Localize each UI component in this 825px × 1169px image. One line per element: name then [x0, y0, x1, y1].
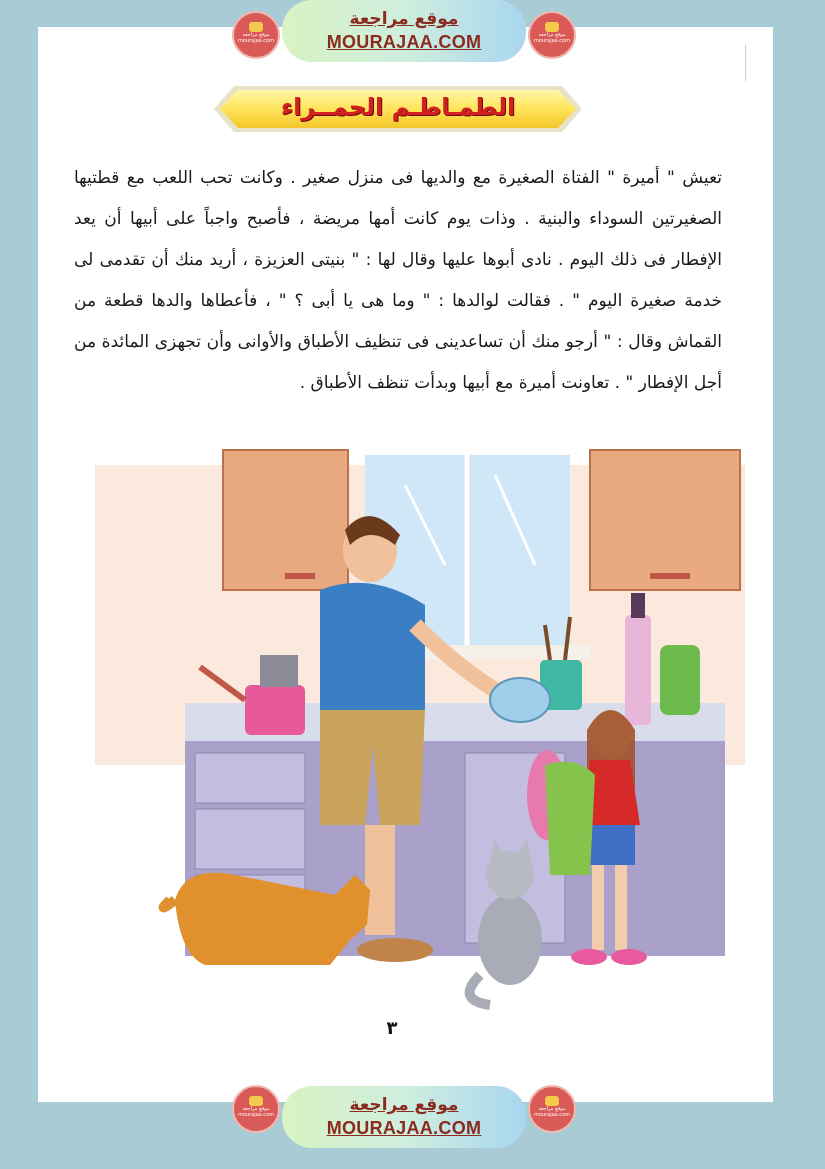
site-logo-badge-icon [528, 11, 576, 59]
logo-mark [545, 22, 559, 32]
story-paragraph: تعيش " أميرة " الفتاة الصغيرة مع والديها فى منزل صغير . وكانت تحب اللعب مع قطتيها الصغيرتين السوداء والبنية . وذات يوم كانت أمها مريضة ، فأصبح واجباً على أبيها أن يعد الإفطار فى ذلك اليوم . نادى أبوها عليها وقال لها : " بنيتى العزيزة ، أريد منك أن تقدمى لى خدمة صغيرة اليوم " . فقالت لوالدها : " وما هى يا أبى ؟ " ، فأعطاها والدها قطعة من القماش وقال : " أرجو منك أن تساعدينى فى تنظيف الأطباق والأوانى وأن تجهزى المائدة من أجل الإفطار " . تعاونت أميرة مع أبيها وبدأت تنظف الأطباق . [74, 168, 722, 393]
site-logo-badge-icon [232, 11, 280, 59]
page-number: ٣ [386, 1018, 398, 1039]
site-logo-badge-icon [528, 1085, 576, 1133]
site-name-en[interactable]: MOURAJAA.COM [326, 1118, 482, 1138]
site-name-ar[interactable]: موقع مراجعة [349, 9, 459, 29]
site-name-en[interactable]: MOURAJAA.COM [326, 32, 482, 52]
badge-line2: mourajaa.com [237, 1112, 274, 1118]
title-ribbon [212, 82, 584, 136]
footer-banner[interactable] [282, 1086, 526, 1148]
page-edge [745, 45, 746, 81]
badge-line1: موقع مراجعة [538, 1106, 566, 1112]
logo-mark [249, 22, 263, 32]
badge-line1: موقع مراجعة [538, 32, 566, 38]
header-banner[interactable] [282, 0, 526, 62]
badge-line2: mourajaa.com [237, 38, 274, 44]
badge-line2: mourajaa.com [533, 38, 570, 44]
site-logo-badge-icon [232, 1085, 280, 1133]
site-name-ar[interactable]: موقع مراجعة [349, 1095, 459, 1115]
badge-line1: موقع مراجعة [242, 32, 270, 38]
kitchen-illustration [95, 445, 745, 1060]
page-title: الطمـاطـم الحمــراء [280, 93, 516, 121]
logo-mark [249, 1096, 263, 1106]
badge-line1: موقع مراجعة [242, 1106, 270, 1112]
badge-line2: mourajaa.com [533, 1112, 570, 1118]
logo-mark [545, 1096, 559, 1106]
story-text [74, 158, 722, 404]
